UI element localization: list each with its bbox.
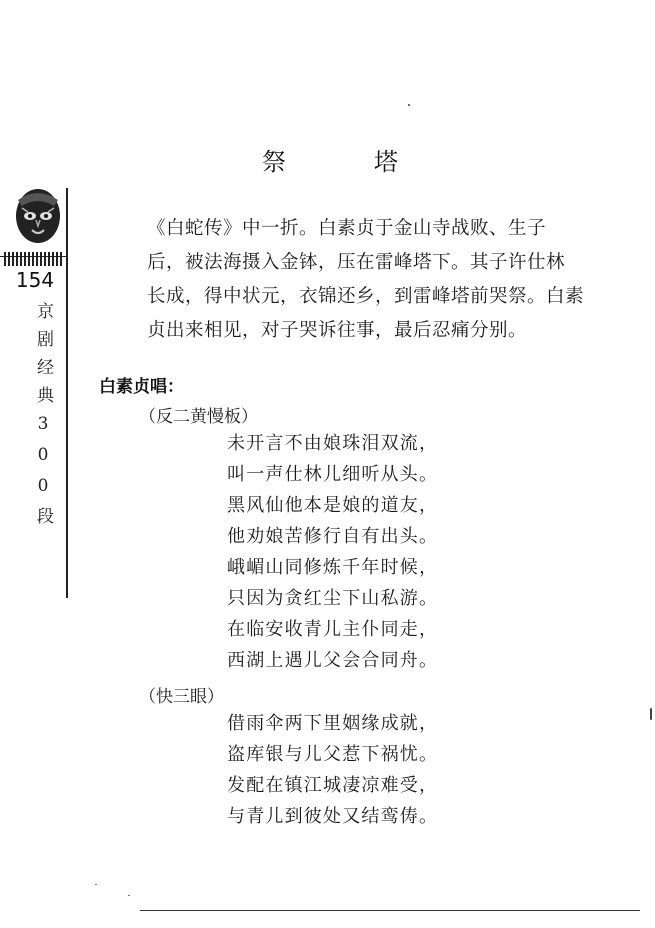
tune-label: （反二黄慢板） bbox=[139, 407, 258, 427]
page-number: 154 bbox=[15, 268, 55, 292]
lyric-line: 只因为贪红尘下山私游。 bbox=[227, 588, 439, 609]
intro-line: 贞出来相见，对子哭诉往事，最后忍痛分别。 bbox=[147, 320, 528, 341]
singer-heading: 白素贞唱： bbox=[99, 377, 184, 397]
lyric-line: 未开言不由娘珠泪双流， bbox=[227, 433, 439, 454]
lyric-line: 盗库银与儿父惹下祸忧。 bbox=[227, 744, 439, 765]
lyric-line: 借雨伞两下里姻缘成就， bbox=[227, 713, 439, 734]
intro-line: 《白蛇传》中一折。白素贞于金山寺战败、生子 bbox=[147, 218, 547, 239]
lyric-line: 西湖上遇儿父会合同舟。 bbox=[227, 650, 439, 671]
book-title-vertical: 京剧经典300段 bbox=[33, 302, 53, 535]
lyric-line: 叫一声仕林儿细听从头。 bbox=[227, 464, 439, 485]
scan-speck bbox=[408, 104, 410, 106]
margin-hatch-bar bbox=[4, 252, 64, 266]
intro-paragraph bbox=[147, 212, 585, 348]
piece-title: 祭 塔 bbox=[262, 148, 430, 176]
lyric-line: 黑风仙他本是娘的道友， bbox=[227, 495, 439, 516]
scan-speck bbox=[650, 708, 652, 720]
lyric-line: 峨嵋山同修炼千年时候， bbox=[227, 557, 439, 578]
scan-speck bbox=[128, 895, 130, 896]
opera-mask-icon bbox=[8, 186, 66, 250]
intro-line: 长成，得中状元，衣锦还乡，到雷峰塔前哭祭。白素 bbox=[147, 286, 585, 307]
lyrics-block bbox=[227, 708, 438, 832]
lyric-line: 发配在镇江城凄凉难受， bbox=[227, 775, 439, 796]
footer-rule bbox=[140, 910, 640, 911]
lyric-line: 他劝娘苦修行自有出头。 bbox=[227, 526, 439, 547]
lyric-line: 与青儿到彼处又结鸾俦。 bbox=[227, 806, 439, 827]
intro-line: 后，被法海摄入金钵，压在雷峰塔下。其子许仕林 bbox=[147, 252, 566, 273]
margin-divider bbox=[0, 256, 68, 257]
scan-speck bbox=[95, 884, 97, 885]
margin-vertical-rule bbox=[66, 188, 68, 598]
lyrics-block bbox=[227, 428, 438, 676]
tune-label: （快三眼） bbox=[139, 687, 224, 707]
lyric-line: 在临安收青儿主仆同走， bbox=[227, 619, 439, 640]
